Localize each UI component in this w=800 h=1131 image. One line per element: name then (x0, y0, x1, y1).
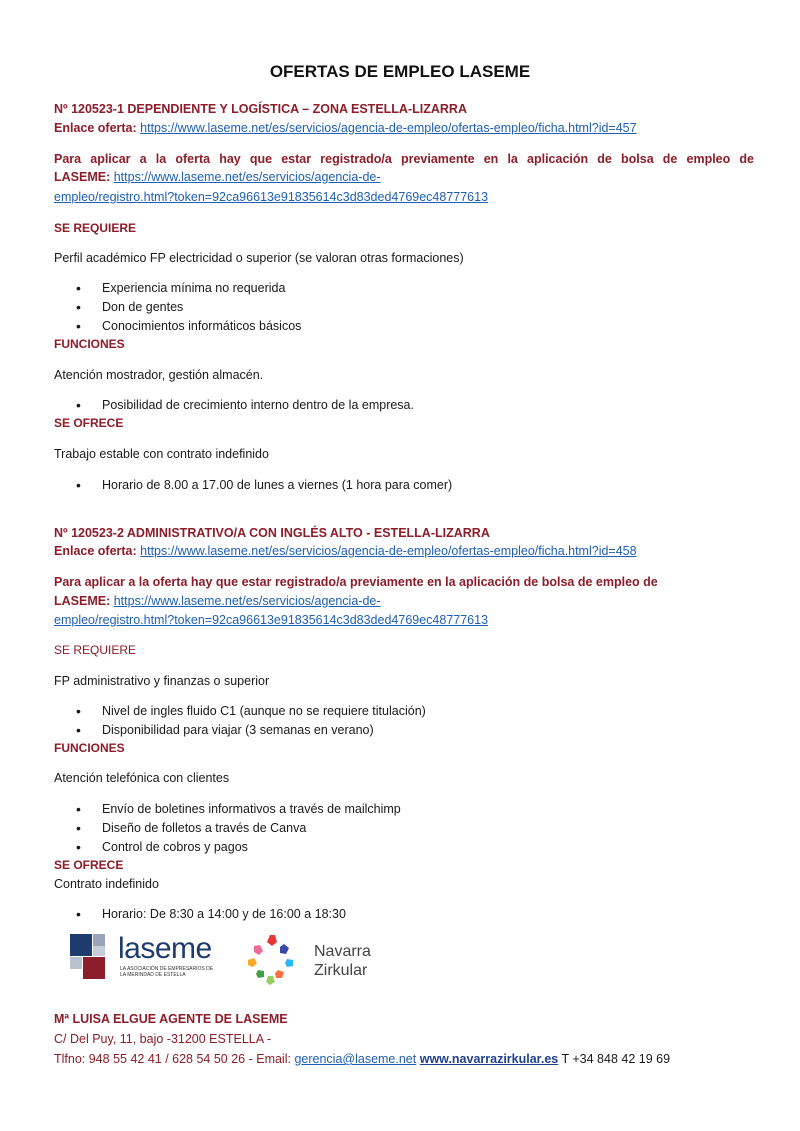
offer-1-functions-text: Atención mostrador, gestión almacén. (54, 368, 264, 382)
offer-1-functions-header: FUNCIONES (54, 337, 125, 351)
list-item: • Control de cobros y pagos (76, 838, 401, 857)
footer-address: C/ Del Puy, 11, bajo -31200 ESTELLA - (54, 1032, 272, 1046)
nz-line-2: Zirkular (314, 962, 368, 979)
offer-1-link[interactable]: https://www.laseme.net/es/servicios/agencia-de-empleo/ofertas-empleo/ficha.html?id=457 (140, 121, 637, 135)
navarra-zirkular-logo (244, 932, 394, 984)
navarra-zirkular-mark-icon (244, 932, 300, 988)
offer-1-requires-list (76, 279, 301, 336)
list-item: • Conocimientos informáticos básicos (76, 317, 301, 336)
offer-2-apply-row-2 (54, 611, 754, 629)
offer-2-apply-laseme: LASEME: (54, 594, 111, 608)
offer-1-offers-text: Trabajo estable con contrato indefinido (54, 447, 269, 461)
offer-2-requires-text: FP administrativo y finanzas o superior (54, 674, 270, 688)
footer-phones: Tlfno: 948 55 42 41 / 628 54 50 26 - Email: (54, 1052, 291, 1066)
list-item: • Diseño de folletos a través de Canva (76, 819, 401, 838)
offer-1-apply-link-2[interactable]: empleo/registro.html?token=92ca96613e91835614c3d83ded4769ec48777613 (54, 190, 489, 204)
offer-1-offers-list (76, 476, 452, 495)
laseme-logo-text: laseme (118, 932, 212, 965)
offer-2-apply-text: Para aplicar a la oferta hay que estar registrado/a previamente en la aplicación de bolsa de empleo de (54, 575, 658, 589)
list-item: • Disponibilidad para viajar (3 semanas en verano) (76, 721, 426, 740)
offer-1-requires-header: SE REQUIERE (54, 221, 137, 235)
offer-2-functions-header: FUNCIONES (54, 741, 125, 755)
offer-1-apply-link-1[interactable]: https://www.laseme.net/es/servicios/agencia-de- (113, 170, 381, 184)
footer-agent: Mª LUISA ELGUE AGENTE DE LASEME (54, 1012, 288, 1026)
offer-1-apply-row (54, 168, 754, 186)
laseme-tagline-1: LA ASOCIACIÓN DE EMPRESARIOS DE (120, 966, 214, 972)
offer-1-requires-text: Perfil académico FP electricidad o superior (se valoran otras formaciones) (54, 251, 464, 265)
offer-1-apply-text: Para aplicar a la oferta hay que estar registrado/a previamente en la aplicación de bolsa de empleo de (54, 152, 754, 166)
laseme-logo-tagline (120, 966, 213, 978)
offer-2-requires-list (76, 702, 426, 740)
offer-2-link-row (54, 542, 754, 560)
list-item: • Experiencia mínima no requerida (76, 279, 301, 298)
offer-1-offers-header: SE OFRECE (54, 416, 124, 430)
list-item: • Don de gentes (76, 298, 301, 317)
offer-1-link-row (54, 119, 754, 137)
offer-1-functions-list (76, 396, 414, 415)
offer-2-heading: Nº 120523-2 ADMINISTRATIVO/A CON INGLÉS ALTO - ESTELLA-LIZARRA (54, 526, 490, 540)
footer-tel2: T +34 848 42 19 69 (561, 1052, 671, 1066)
offer-2-requires-header: SE REQUIERE (54, 643, 137, 657)
offer-2-functions-text: Atención telefónica con clientes (54, 771, 230, 785)
offer-2-offers-list (76, 905, 346, 924)
offer-2-link-label: Enlace oferta: (54, 544, 137, 558)
offer-2-functions-list (76, 800, 401, 857)
nz-line-1: Navarra (314, 943, 371, 960)
offer-2-apply-link-2[interactable]: empleo/registro.html?token=92ca96613e91835614c3d83ded4769ec48777613 (54, 613, 489, 627)
page-title: OFERTAS DE EMPLEO LASEME (269, 62, 531, 81)
list-item: • Horario de 8.00 a 17.00 de lunes a viernes (1 hora para comer) (76, 476, 452, 495)
offer-1-apply-row-2 (54, 188, 754, 206)
footer-email-link[interactable]: gerencia@laseme.net (294, 1052, 417, 1066)
offer-2-apply-link-1[interactable]: https://www.laseme.net/es/servicios/agencia-de- (113, 594, 381, 608)
offer-2-offers-text: Contrato indefinido (54, 877, 159, 891)
laseme-logo (68, 932, 218, 982)
list-item: • Envío de boletines informativos a través de mailchimp (76, 800, 401, 819)
offer-2-link[interactable]: https://www.laseme.net/es/servicios/agencia-de-empleo/ofertas-empleo/ficha.html?id=458 (140, 544, 637, 558)
footer-web-link[interactable]: www.navarrazirkular.es (419, 1052, 559, 1066)
offer-1-heading: Nº 120523-1 DEPENDIENTE Y LOGÍSTICA – ZONA ESTELLA-LIZARRA (54, 102, 467, 116)
list-item: • Nivel de ingles fluido C1 (aunque no se requiere titulación) (76, 702, 426, 721)
offer-1-apply-laseme: LASEME: (54, 170, 111, 184)
offer-2-apply-row (54, 592, 754, 610)
footer-contact-row (54, 1050, 774, 1068)
list-item: • Horario: De 8:30 a 14:00 y de 16:00 a 18:30 (76, 905, 346, 924)
laseme-tagline-2: LA MERINDAD DE ESTELLA (120, 972, 186, 978)
offer-2-offers-header: SE OFRECE (54, 858, 124, 872)
list-item: • Posibilidad de crecimiento interno dentro de la empresa. (76, 396, 414, 415)
navarra-zirkular-text (314, 942, 371, 980)
offer-1-link-label: Enlace oferta: (54, 121, 137, 135)
